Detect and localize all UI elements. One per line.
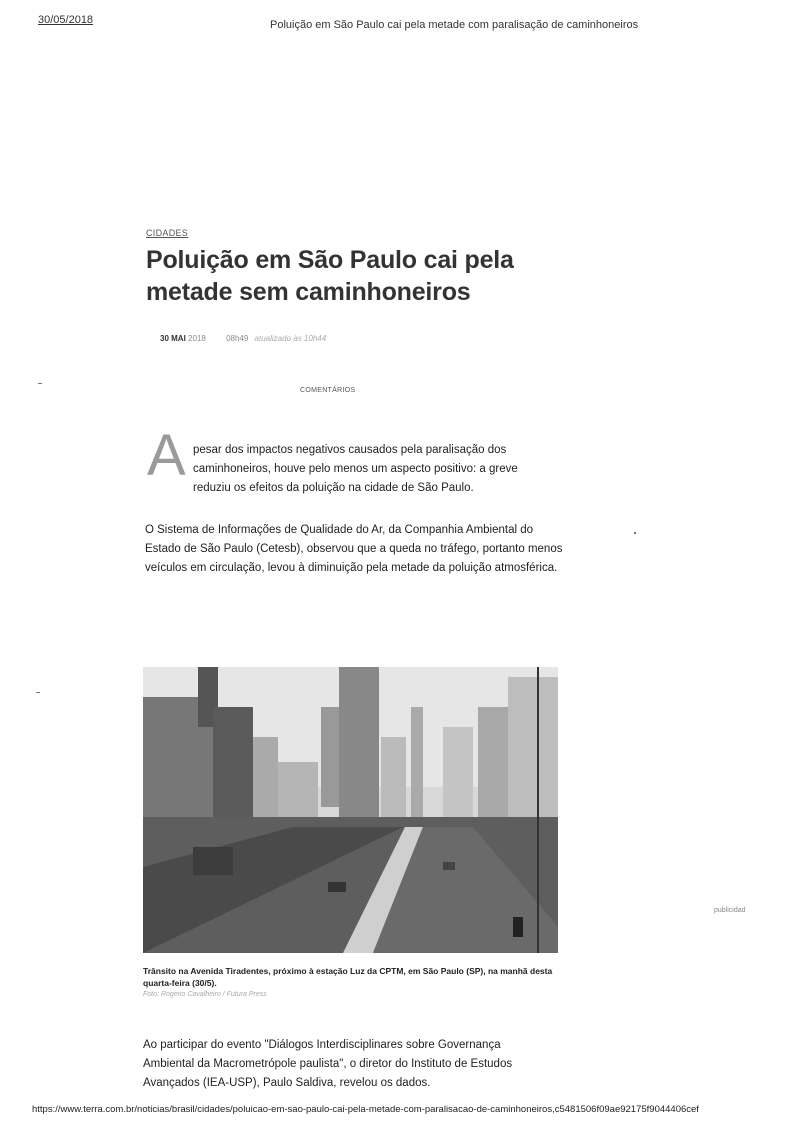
body-paragraph-3: Ao participar do evento "Diálogos Interdisciplinares sobre Governança Ambiental da Macrometrópole paulista", o diretor do Instituto de Estudos Avançados (IEA-USP), Paulo Saldiva, revelou os dados.: [143, 1039, 513, 1089]
article-photo: [143, 667, 558, 953]
publish-date: 30 MAI: [160, 334, 186, 343]
ad-label: publicidad: [714, 907, 746, 914]
print-date: 30/05/2018: [38, 14, 94, 26]
scan-speck: [634, 532, 636, 534]
print-page-title: Poluição em São Paulo cai pela metade com paralisação de caminhoneiros: [270, 19, 639, 31]
body-paragraph: O Sistema de Informações de Qualidade do Ar, da Companhia Ambiental do Estado de São Paulo (Cetesb), observou que a queda no tráfego, portanto menos veículos em circulação, levou à diminuição pela metade da poluição atmosférica.: [145, 524, 563, 574]
drop-cap: A: [147, 423, 186, 488]
photo-credit: Foto: Rogerio Cavalheiro / Futura Press: [143, 991, 267, 998]
photo-caption: Trânsito na Avenida Tiradentes, próximo à estação Luz da CPTM, em São Paulo (SP), na manhã desta quarta-feira (30/5).: [143, 966, 553, 988]
scan-speck: [38, 383, 42, 384]
publish-year: 2018: [188, 334, 206, 343]
updated-time: atualizado às 10h44: [254, 334, 327, 343]
lead-paragraph: pesar dos impactos negativos causados pela paralisação dos caminhoneiros, houve pelo menos um aspecto positivo: a greve reduziu os efeitos da poluição na cidade de São Paulo.: [193, 444, 518, 494]
comments-link[interactable]: COMENTÁRIOS: [300, 387, 356, 394]
category-link[interactable]: CIDADES: [146, 228, 189, 238]
scan-speck: [36, 692, 40, 693]
article-title: Poluição em São Paulo cai pela metade sem caminhoneiros: [146, 246, 514, 306]
publish-time: 08h49: [226, 334, 249, 343]
print-url: https://www.terra.com.br/noticias/brasil/cidades/poluicao-em-sao-paulo-cai-pela-metade-com-paralisacao-de-caminhoneiros,c5481506f09ae92175f9044406cef: [32, 1104, 699, 1115]
article-meta: [160, 334, 326, 343]
